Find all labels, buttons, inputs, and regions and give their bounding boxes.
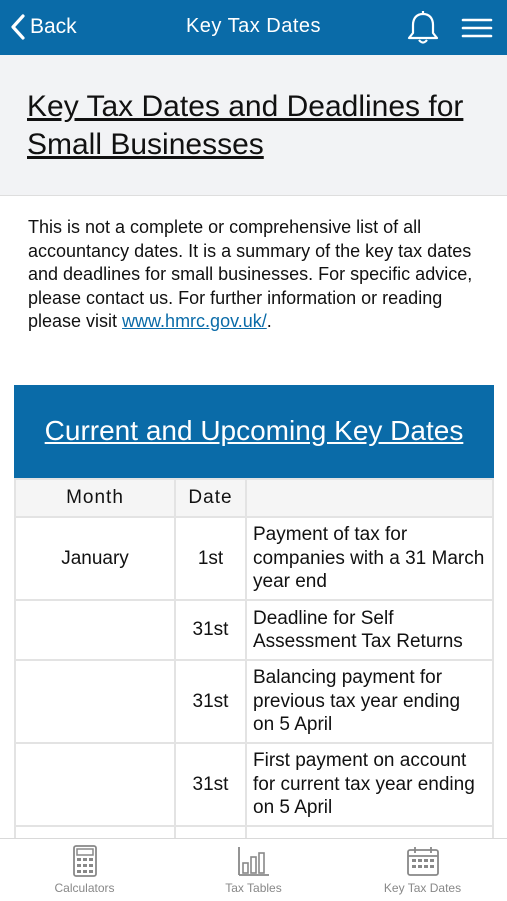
- calculator-icon: [72, 845, 98, 877]
- month-cell: [15, 743, 175, 826]
- date-cell: 31st: [175, 743, 246, 826]
- key-dates-banner: [14, 385, 494, 478]
- table-row: [15, 517, 493, 600]
- bell-icon[interactable]: [406, 10, 440, 46]
- column-header-month: Month: [15, 479, 175, 517]
- description-cell: First payment on account for current tax year ending on 5 April: [246, 743, 493, 826]
- intro-paragraph: [28, 216, 488, 334]
- nav-label: Key Tax Dates: [383, 881, 462, 895]
- calendar-icon: [406, 845, 440, 877]
- key-dates-table: [14, 478, 494, 887]
- hmrc-link[interactable]: www.hmrc.gov.uk/: [122, 311, 267, 331]
- nav-key-tax-dates[interactable]: [338, 845, 507, 895]
- hamburger-menu-icon[interactable]: [460, 14, 494, 42]
- table-row: [15, 600, 493, 660]
- description-cell: Balancing payment for previous tax year ending on 5 April: [246, 660, 493, 743]
- month-cell: January: [15, 517, 175, 600]
- bottom-navigation: [0, 838, 507, 901]
- title-section: [0, 55, 507, 196]
- top-bar: [0, 0, 507, 55]
- intro-text: This is not a complete or comprehensive list of all accountancy dates. It is a summary of the key tax dates and deadlines for small businesses. For specific advice, please contact us. For further information or reading please visit: [28, 217, 473, 331]
- nav-label: Tax Tables: [225, 881, 282, 895]
- column-header-description: [246, 479, 493, 517]
- description-cell: Deadline for Self Assessment Tax Returns: [246, 600, 493, 660]
- date-cell: 31st: [175, 600, 246, 660]
- nav-label: Calculators: [54, 881, 115, 895]
- date-cell: 31st: [175, 660, 246, 743]
- bar-chart-icon: [237, 845, 271, 877]
- page-title: Key Tax Dates and Deadlines for Small Businesses: [27, 90, 464, 161]
- month-cell: [15, 600, 175, 660]
- table-row: [15, 660, 493, 743]
- table-header-row: [15, 479, 493, 517]
- key-dates-heading[interactable]: Current and Upcoming Key Dates: [44, 415, 464, 446]
- intro-text-end: .: [266, 311, 272, 331]
- back-label: Back: [30, 15, 77, 38]
- date-cell: 1st: [175, 517, 246, 600]
- description-cell: Payment of tax for companies with a 31 March year end: [246, 517, 493, 600]
- column-header-date: Date: [175, 479, 246, 517]
- nav-tax-tables[interactable]: [169, 845, 338, 895]
- nav-calculators[interactable]: [0, 845, 169, 895]
- page-header-title: Key Tax Dates: [185, 15, 322, 37]
- month-cell: [15, 660, 175, 743]
- table-row: [15, 743, 493, 826]
